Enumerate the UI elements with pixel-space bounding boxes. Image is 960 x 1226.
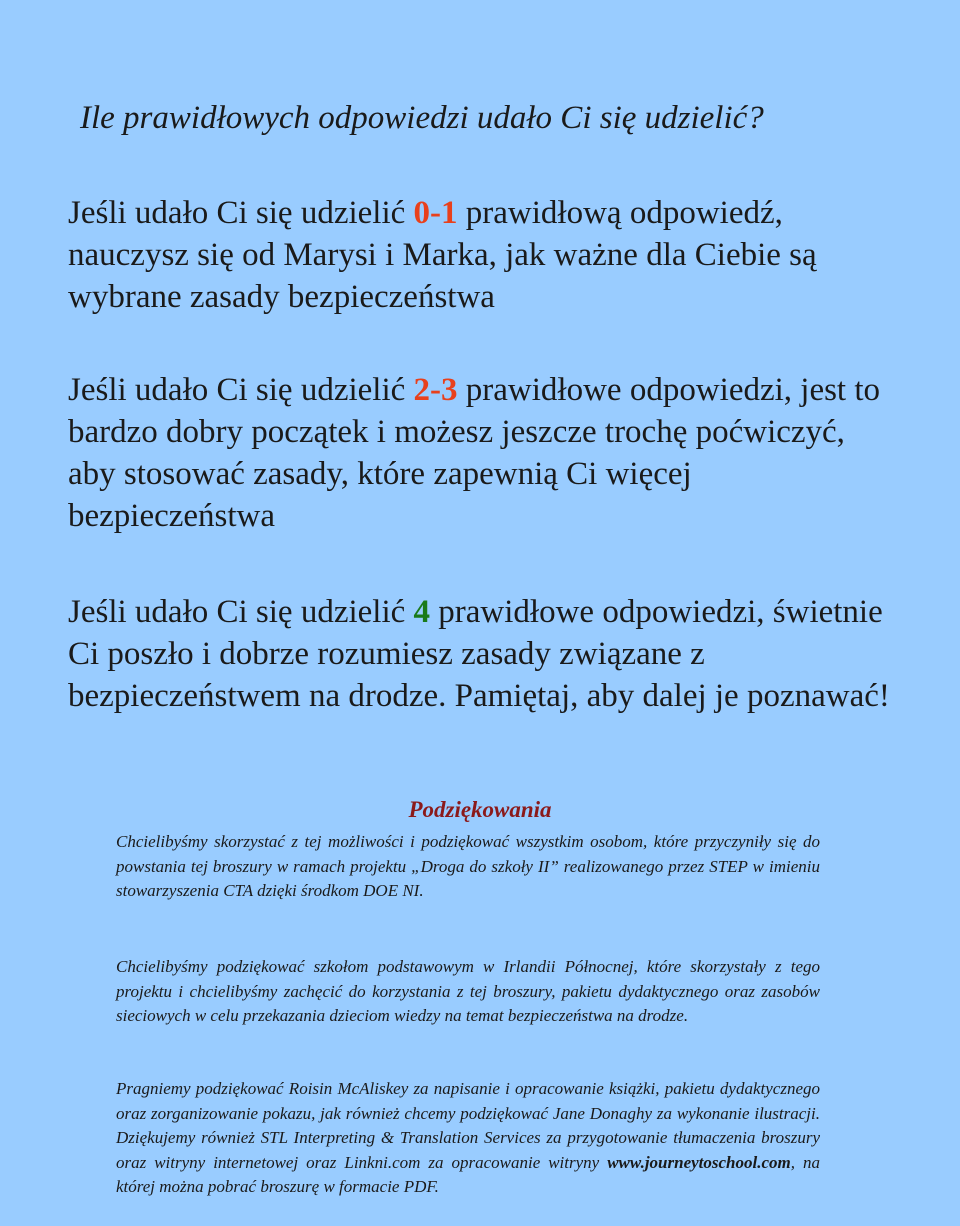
result-text-after: prawidłowe odpowiedzi, jest to bardzo dobry początek i możesz jeszcze trochę poćwiczyć, aby stosować zasady, które zapewnią Ci więcej bezpieczeństwa: [68, 372, 881, 534]
score-range: 2-3: [413, 372, 458, 408]
acknowledgements-heading: Podziękowania: [408, 797, 552, 822]
acknowledgements-text: Pragniemy podziękować Roisin McAliskey za napisanie i opracowanie książki, pakietu dydaktycznego oraz zorganizowanie pokazu, jak również chcemy podziękować Jane Donaghy za wykonanie ilustracji. Dziękujemy również STL Interpreting & Translation Services za przygotowanie tłumaczenia broszury oraz witryny internetowej oraz Linkni.com za opracowanie witryny: [116, 1079, 820, 1172]
result-text-after: prawidłowe odpowiedzi, świetnie Ci poszło i dobrze rozumiesz zasady związane z bezpieczeństwem na drodze. Pamiętaj, aby dalej je poznawać!: [68, 594, 890, 714]
result-0-1: [68, 192, 898, 318]
result-text-before: Jeśli udało Ci się udzielić: [68, 594, 414, 630]
result-2-3: [68, 369, 898, 537]
score-range: 0-1: [413, 195, 458, 231]
acknowledgements-paragraph: Chcielibyśmy podziękować szkołom podstawowym w Irlandii Północnej, które skorzystały z tego projektu i chcielibyśmy zachęcić do korzystania z tej broszury, pakietu dydaktycznego oraz zasobów sieciowych w celu przekazania dzieciom wiedzy na temat bezpieczeństwa na drodze.: [116, 957, 820, 1025]
result-text-before: Jeśli udało Ci się udzielić: [68, 195, 414, 231]
acknowledgements-text: , na której można pobrać broszurę w formacie PDF.: [116, 1152, 820, 1196]
result-text-after: prawidłową odpowiedź, nauczysz się od Marysi i Marka, jak ważne dla Ciebie są wybrane zasady bezpieczeństwa: [68, 195, 817, 315]
result-4: [68, 591, 898, 717]
quiz-question: Ile prawidłowych odpowiedzi udało Ci się udzielić?: [80, 100, 764, 136]
result-text-before: Jeśli udało Ci się udzielić: [68, 372, 414, 408]
acknowledgements-paragraph: Chcielibyśmy skorzystać z tej możliwości i podziękować wszystkim osobom, które przyczyniły się do powstania tej broszury w ramach projektu „Droga do szkoły II” realizowanego przez STEP w imieniu stowarzyszenia CTA dzięki środkom DOE NI.: [116, 832, 820, 900]
website-link[interactable]: www.journeytoschool.com: [607, 1152, 791, 1172]
score-range: 4: [413, 594, 431, 630]
acknowledgements-paragraph: [116, 1077, 820, 1200]
